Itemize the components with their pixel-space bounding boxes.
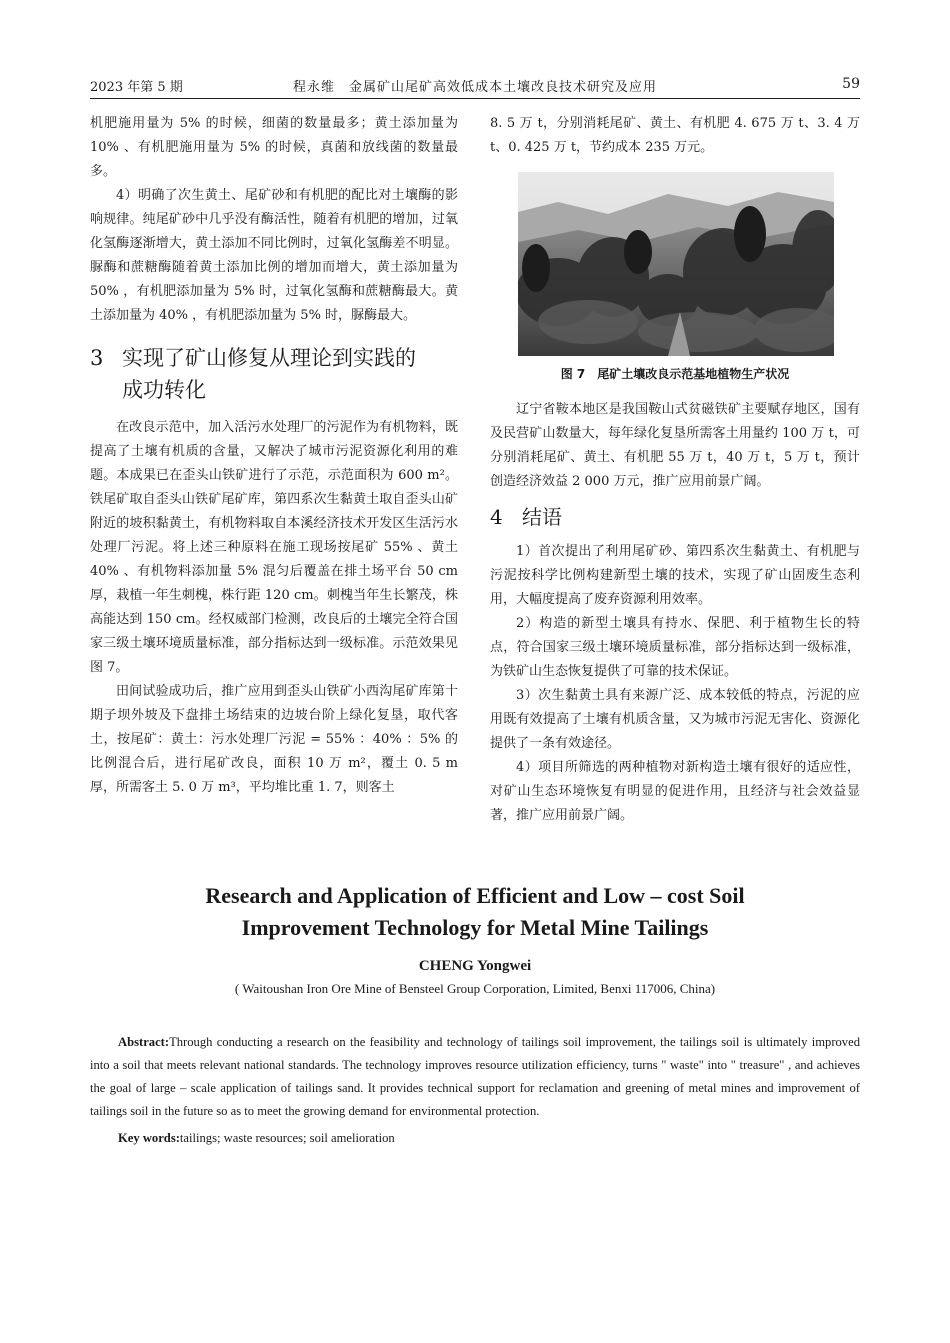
section-number: 4 — [490, 505, 503, 529]
paragraph: 田间试验成功后，推广应用到歪头山铁矿小西沟尾矿库第十期子坝外坡及下盘排土场结束的边坡台阶上绿化复垦，取代客土，按尾矿：黄土：污水处理厂污泥 = 55% ：40% ：5% 的比例混合后，进行尾矿改良，面积 10 万 m²，覆土 0. 5 m 厚，所需客土 5. 0 万 m³，平均堆比重 1. 7，则客土 — [90, 684, 458, 795]
keywords-text: tailings; waste resources; soil amelioration — [179, 1131, 395, 1145]
issue-label: 2023 年第 5 期 — [90, 80, 183, 95]
english-title — [90, 880, 860, 944]
page-number: 59 — [842, 76, 860, 92]
section-title: 结语 — [522, 505, 562, 529]
figure-7-photo — [518, 172, 834, 356]
figure-caption: 图 7 尾矿土壤改良示范基地植物生产状况 — [560, 367, 790, 381]
english-title-line1: Research and Application of Efficient and Low – cost Soil — [205, 883, 745, 908]
abstract-label: Abstract: — [118, 1035, 170, 1049]
english-affiliation: ( Waitoushan Iron Ore Mine of Bensteel Group Corporation, Limited, Benxi 117006, China) — [234, 981, 716, 996]
header-rule — [90, 98, 860, 99]
english-abstract-block — [90, 880, 860, 1150]
conclusion-item: 2）构造的新型土壤具有持水、保肥、利于植物生长的特点，符合国家三级土壤环境质量标准，部分指标达到一级标准，为铁矿山生态恢复提供了可靠的技术保证。 — [490, 616, 860, 679]
section-title-line2: 成功转化 — [122, 378, 206, 402]
section-title-line1: 实现了矿山修复从理论到实践的 — [122, 346, 416, 370]
running-header — [90, 76, 860, 96]
paragraph: 在改良示范中，加入活污水处理厂的污泥作为有机物料，既提高了土壤有机质的含量，又解决了城市污泥资源化利用的难题。本成果已在歪头山铁矿进行了示范，示范面积为 600 m²。铁尾矿取自歪头山铁矿尾矿库，第四系次生黏黄土取自歪头山矿附近的坡积黏黄土，有机物料取自本溪经济技术开发区生活污水处理厂污泥。将上述三种原料在施工现场按尾矿 55% 、黄土 40% 、有机物料添加量 5% 混匀后覆盖在排土场平台 50 cm 厚，栽植一年生刺槐，株行距 120 cm。刺槐当年生长繁茂，株高能达到 150 cm。经权威部门检测，改良后的土壤完全符合国家三级土壤环境质量标准，部分指标达到一级标准。示范效果见图 7。 — [90, 420, 458, 675]
conclusion-item: 3）次生黏黄土具有来源广泛、成本较低的特点，污泥的应用既有效提高了土壤有机质含量，又为城市污泥无害化、资源化提供了一条有效途径。 — [490, 688, 860, 751]
section-number: 3 — [90, 346, 104, 370]
conclusion-item: 4）项目所筛选的两种植物对新构造土壤有很好的适应性，对矿山生态环境恢复有明显的促进作用，且经济与社会效益显著，推广应用前景广阔。 — [490, 760, 860, 823]
conclusion-item: 1）首次提出了利用尾矿砂、第四系次生黏黄土、有机肥与污泥按科学比例构建新型土壤的技术，实现了矿山固废生态利用，大幅度提高了废弃资源利用效率。 — [490, 544, 860, 607]
english-author: CHENG Yongwei — [418, 958, 532, 974]
section-3-heading — [90, 342, 458, 406]
paragraph: 辽宁省鞍本地区是我国鞍山式贫磁铁矿主要赋存地区，国有及民营矿山数量大，每年绿化复垦所需客土用量约 100 万 t，可分别消耗尾矿、黄土、有机肥 55 万 t，40 万 t，5 万 t，预计创造经济效益 2 000 万元，推广应用前景广阔。 — [490, 402, 860, 489]
running-title: 程永维 金属矿山尾矿高效低成本土壤改良技术研究及应用 — [292, 80, 657, 95]
section-4-heading — [490, 502, 860, 532]
abstract-text: Through conducting a research on the feasibility and technology of tailings soil improvement, the tailings soil is ultimately improved into a soil that meets relevant national standards. The technology improves resource utilization efficiency, turns " waste" into " treasure" , and achieves the goal of large – scale application of tailings sand. It provides technical support for reclamation and greening of metal mines and improvement of tailings soil in the future so as to meet the growing demand for environmental protection. — [90, 1035, 860, 1118]
paragraph: 4）明确了次生黄土、尾矿砂和有机肥的配比对土壤酶的影响规律。纯尾矿砂中几乎没有酶活性，随着有机肥的增加，过氧化氢酶逐渐增大，黄土添加不同比例时，过氧化氢酶差不明显。脲酶和蔗糖酶随着黄土添加比例的增加而增大，黄土添加量为 50% ，有机肥添加量为 5% 时，过氧化氢酶和蔗糖酶最大。黄土添加量为 40% ，有机肥添加量为 5% 时，脲酶最大。 — [90, 188, 458, 323]
paragraph: 机肥施用量为 5% 的时候，细菌的数量最多；黄土添加量为 10% 、有机肥施用量为 5% 的时候，真菌和放线菌的数量最多。 — [90, 116, 458, 179]
paragraph: 8. 5 万 t，分别消耗尾矿、黄土、有机肥 4. 675 万 t、3. 4 万 t、0. 425 万 t，节约成本 235 万元。 — [490, 116, 860, 155]
keywords-label: Key words: — [118, 1131, 180, 1145]
left-column — [90, 112, 458, 800]
english-title-line2: Improvement Technology for Metal Mine Tailings — [241, 915, 709, 940]
english-keywords — [90, 1127, 860, 1150]
english-abstract — [90, 1031, 860, 1123]
right-column — [490, 112, 860, 828]
